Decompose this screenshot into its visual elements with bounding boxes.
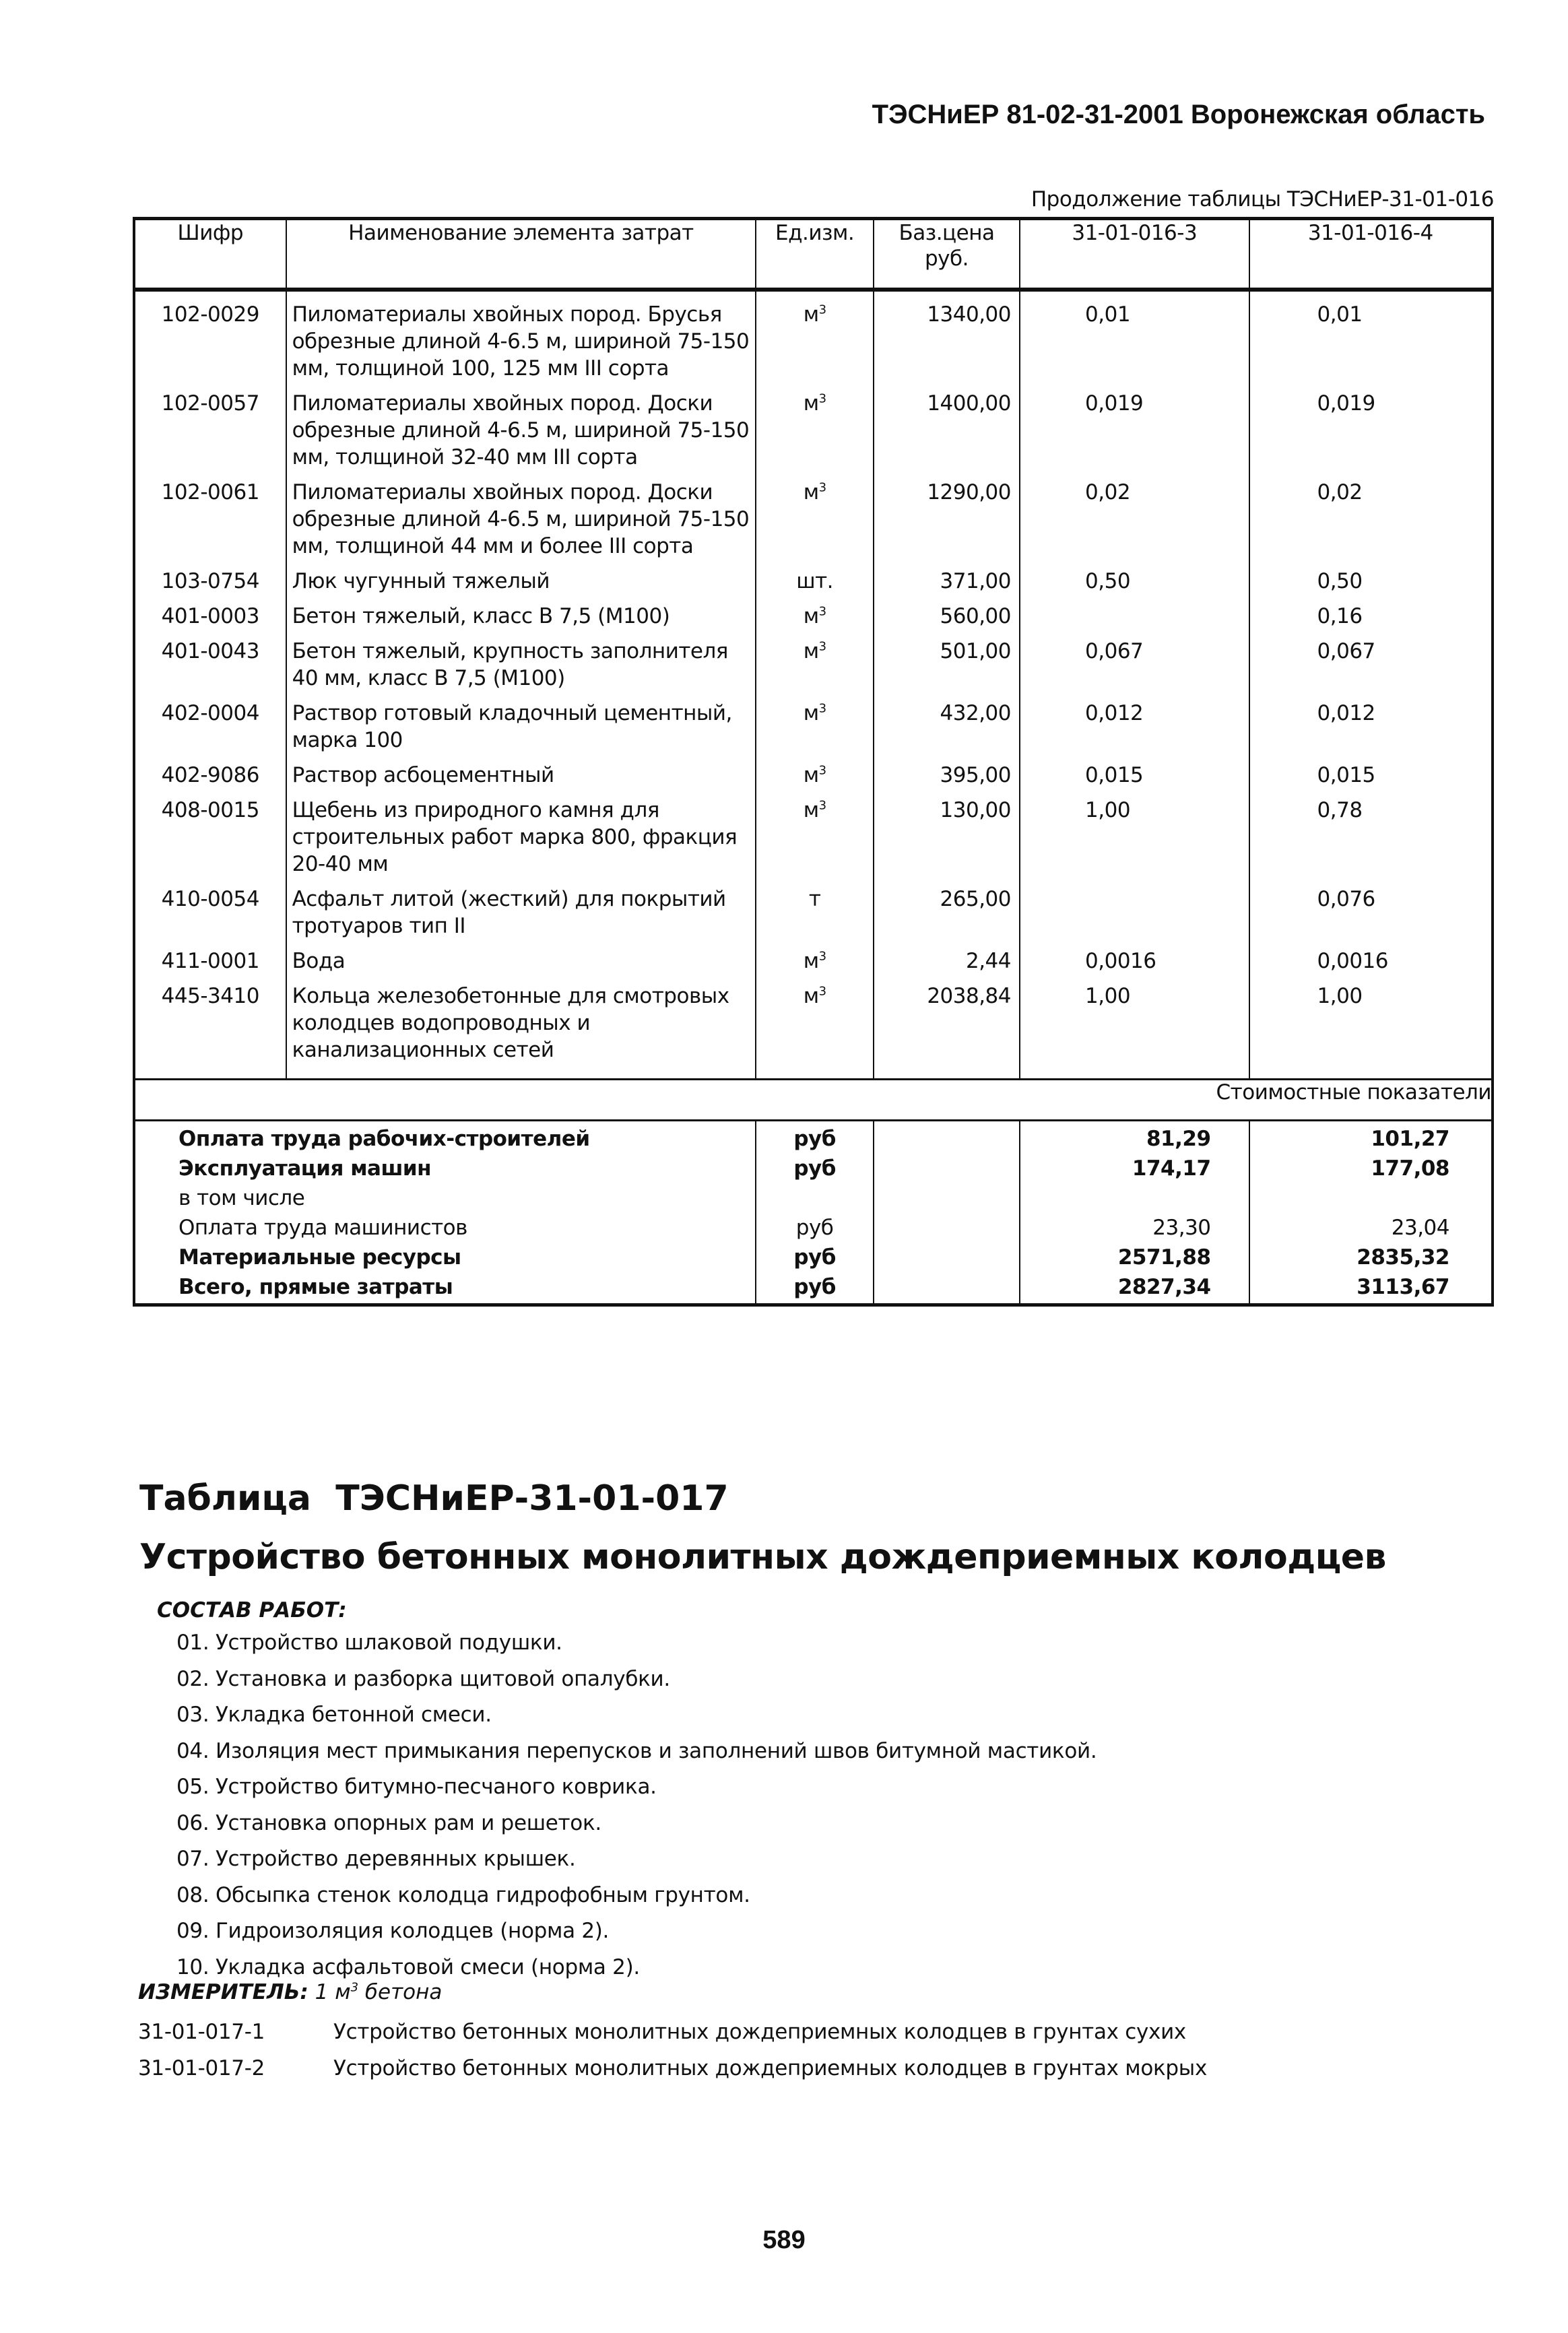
summary-norm-4: 2835,32: [1249, 1243, 1493, 1272]
works-label: СОСТАВ РАБОТ:: [157, 1598, 347, 1622]
cell-norm-4: 0,78: [1249, 789, 1493, 878]
cell-price: 130,00: [874, 789, 1020, 878]
column-header-norm-3: 31-01-016-3: [1020, 219, 1249, 290]
measure-sup: 3: [350, 1980, 359, 1995]
cell-code: 411-0001: [134, 940, 286, 975]
work-item: 05. Устройство битумно-песчаного коврика.: [176, 1775, 657, 1799]
unit-sup: 3: [818, 604, 826, 619]
cell-price: 432,00: [874, 692, 1020, 754]
cell-name: Раствор асбоцементный: [286, 754, 756, 789]
unit-sup: 3: [818, 302, 826, 317]
summary-label: в том числе: [134, 1183, 756, 1213]
cell-unit: [756, 471, 874, 560]
cell-norm-3: 0,01: [1020, 290, 1249, 382]
cell-price: 2,44: [874, 940, 1020, 975]
cell-name: Кольца железобетонные для смотровых колодцев водопроводных и канализационных сетей: [286, 975, 756, 1080]
cell-code: 408-0015: [134, 789, 286, 878]
summary-label: Оплата труда рабочих-строителей: [134, 1121, 756, 1154]
cell-unit: [756, 878, 874, 940]
cell-code: 103-0754: [134, 560, 286, 595]
summary-norm-3: 81,29: [1020, 1121, 1249, 1154]
norm-code: 31-01-017-1: [138, 2020, 265, 2044]
page-number: 589: [762, 2226, 806, 2254]
resources-table: [133, 217, 1494, 1307]
cell-price: 1340,00: [874, 290, 1020, 382]
cell-norm-4: 0,16: [1249, 595, 1493, 630]
work-item: 01. Устройство шлаковой подушки.: [176, 1631, 562, 1655]
unit-sup: 3: [818, 763, 826, 778]
cell-norm-3: 0,012: [1020, 692, 1249, 754]
cell-name: Щебень из природного камня для строительных работ марка 800, фракция 20-40 мм: [286, 789, 756, 878]
table-row: [134, 789, 1493, 878]
cell-name: Асфальт литой (жесткий) для покрытий тротуаров тип II: [286, 878, 756, 940]
unit-sup: 3: [818, 639, 826, 654]
cell-price: 2038,84: [874, 975, 1020, 1080]
unit-text: шт.: [796, 569, 833, 593]
summary-label: Оплата труда машинистов: [134, 1213, 756, 1243]
cell-name: Пиломатериалы хвойных пород. Брусья обрезные длиной 4-6.5 м, шириной 75-150 мм, толщиной 100, 125 мм III сорта: [286, 290, 756, 382]
unit-text: м: [803, 798, 819, 822]
cell-unit: [756, 975, 874, 1080]
table-row: [134, 692, 1493, 754]
cell-name: Раствор готовый кладочный цементный, марка 100: [286, 692, 756, 754]
cell-norm-4: 0,076: [1249, 878, 1493, 940]
measure-label: ИЗМЕРИТЕЛЬ:: [138, 1980, 308, 2004]
table-row: [134, 471, 1493, 560]
table-continuation-label: Продолжение таблицы ТЭСНиЕР-31-01-016: [1031, 187, 1494, 211]
work-item: 10. Укладка асфальтовой смеси (норма 2).: [176, 1954, 640, 1979]
summary-unit: руб: [756, 1213, 874, 1243]
column-header-name: Наименование элемента затрат: [286, 219, 756, 290]
norm-code-row: [138, 2050, 1207, 2086]
cell-unit: [756, 290, 874, 382]
summary-unit: руб: [756, 1243, 874, 1272]
summary-row: [134, 1154, 1493, 1183]
summary-row: [134, 1272, 1493, 1305]
cell-unit: [756, 595, 874, 630]
unit-text: м: [803, 763, 819, 787]
work-item: 08. Обсыпка стенок колодца гидрофобным грунтом.: [176, 1882, 750, 1907]
work-item: 03. Укладка бетонной смеси.: [176, 1703, 492, 1727]
unit-text: м: [803, 391, 819, 416]
cell-price: 501,00: [874, 630, 1020, 692]
cell-norm-3: 1,00: [1020, 789, 1249, 878]
cell-unit: [756, 630, 874, 692]
cell-name: Вода: [286, 940, 756, 975]
cell-price: 265,00: [874, 878, 1020, 940]
summary-row: [134, 1243, 1493, 1272]
summary-row: [134, 1121, 1493, 1154]
cell-price: 395,00: [874, 754, 1020, 789]
summary-row: [134, 1213, 1493, 1243]
summary-norm-3: 23,30: [1020, 1213, 1249, 1243]
cell-norm-3: 0,0016: [1020, 940, 1249, 975]
unit-text: м: [803, 949, 819, 973]
cell-norm-3: 0,015: [1020, 754, 1249, 789]
table-row: [134, 382, 1493, 471]
unit-sup: 3: [818, 798, 826, 813]
measure-value: 1 м: [315, 1980, 351, 2004]
summary-empty: [874, 1183, 1020, 1213]
cell-code: 102-0029: [134, 290, 286, 382]
cell-code: 445-3410: [134, 975, 286, 1080]
cell-norm-3: 0,50: [1020, 560, 1249, 595]
cell-norm-3: 0,02: [1020, 471, 1249, 560]
cell-norm-4: 1,00: [1249, 975, 1493, 1080]
column-header-price: Баз.цена руб.: [874, 219, 1020, 290]
cell-norm-4: 0,019: [1249, 382, 1493, 471]
summary-empty: [874, 1213, 1020, 1243]
summary-unit: руб: [756, 1154, 874, 1183]
summary-norm-3: [1020, 1183, 1249, 1213]
cell-code: 410-0054: [134, 878, 286, 940]
unit-sup: 3: [818, 984, 826, 999]
summary-empty: [874, 1243, 1020, 1272]
norm-description: Устройство бетонных монолитных дождеприемных колодцев в грунтах мокрых: [333, 2056, 1208, 2080]
summary-unit: руб: [756, 1121, 874, 1154]
table-row: [134, 878, 1493, 940]
cell-unit: [756, 754, 874, 789]
document-header-title: ТЭСНиЕР 81-02-31-2001 Воронежская область: [872, 100, 1485, 129]
unit-text: м: [803, 604, 819, 628]
cell-code: 102-0057: [134, 382, 286, 471]
norm-description: Устройство бетонных монолитных дождеприемных колодцев в грунтах сухих: [333, 2020, 1186, 2044]
cell-unit: [756, 789, 874, 878]
work-item: 09. Гидроизоляция колодцев (норма 2).: [176, 1919, 610, 1943]
work-item: 07. Устройство деревянных крышек.: [176, 1847, 576, 1871]
cell-norm-4: 0,067: [1249, 630, 1493, 692]
summary-unit: [756, 1183, 874, 1213]
cell-name: Пиломатериалы хвойных пород. Доски обрезные длиной 4-6.5 м, шириной 75-150 мм, толщиной 32-40 мм III сорта: [286, 382, 756, 471]
column-header-norm-4: 31-01-016-4: [1249, 219, 1493, 290]
cost-indicators-header-row: [134, 1080, 1493, 1121]
summary-norm-3: 174,17: [1020, 1154, 1249, 1183]
cell-norm-4: 0,01: [1249, 290, 1493, 382]
cell-unit: [756, 692, 874, 754]
unit-sup: 3: [818, 391, 826, 406]
cell-name: Люк чугунный тяжелый: [286, 560, 756, 595]
work-item: 02. Установка и разборка щитовой опалубки.: [176, 1666, 670, 1691]
summary-row: [134, 1183, 1493, 1213]
summary-norm-3: 2571,88: [1020, 1243, 1249, 1272]
cell-code: 401-0003: [134, 595, 286, 630]
summary-norm-3: 2827,34: [1020, 1272, 1249, 1305]
summary-empty: [874, 1121, 1020, 1154]
unit-sup: 3: [818, 701, 826, 716]
column-header-unit: Ед.изм.: [756, 219, 874, 290]
summary-label: Эксплуатация машин: [134, 1154, 756, 1183]
norm-code: 31-01-017-2: [138, 2056, 265, 2080]
measure-tail: бетона: [358, 1980, 443, 2004]
table-row: [134, 595, 1493, 630]
cell-unit: [756, 940, 874, 975]
cell-code: 402-0004: [134, 692, 286, 754]
summary-norm-4: 3113,67: [1249, 1272, 1493, 1305]
unit-text: т: [808, 887, 821, 911]
cell-price: 560,00: [874, 595, 1020, 630]
unit-text: м: [803, 984, 819, 1008]
cell-norm-3: 1,00: [1020, 975, 1249, 1080]
unit-sup: 3: [818, 480, 826, 495]
measure-line: [138, 1980, 442, 2004]
cell-norm-4: 0,50: [1249, 560, 1493, 595]
table-row: [134, 940, 1493, 975]
summary-norm-4: [1249, 1183, 1493, 1213]
unit-text: м: [803, 639, 819, 663]
norm-code-row: [138, 2014, 1207, 2050]
cell-norm-4: 0,02: [1249, 471, 1493, 560]
cell-name: Бетон тяжелый, класс В 7,5 (М100): [286, 595, 756, 630]
cell-norm-3: 0,019: [1020, 382, 1249, 471]
table-row: [134, 975, 1493, 1080]
cell-name: Пиломатериалы хвойных пород. Доски обрезные длиной 4-6.5 м, шириной 75-150 мм, толщиной 44 мм и более III сорта: [286, 471, 756, 560]
work-item: 06. Установка опорных рам и решеток.: [176, 1810, 601, 1835]
section-subtitle: Устройство бетонных монолитных дождеприемных колодцев: [139, 1537, 1386, 1577]
table-row: [134, 754, 1493, 789]
works-list: [176, 1625, 1097, 1985]
unit-text: м: [803, 302, 819, 327]
cell-code: 402-9086: [134, 754, 286, 789]
cell-price: 371,00: [874, 560, 1020, 595]
cell-norm-4: 0,0016: [1249, 940, 1493, 975]
work-item: 04. Изоляция мест примыкания перепусков и заполнений швов битумной мастикой.: [176, 1738, 1097, 1763]
cell-price: 1400,00: [874, 382, 1020, 471]
cell-name: Бетон тяжелый, крупность заполнителя 40 мм, класс В 7,5 (М100): [286, 630, 756, 692]
section-table-title: Таблица ТЭСНиЕР-31-01-017: [139, 1478, 729, 1519]
cell-price: 1290,00: [874, 471, 1020, 560]
cell-norm-4: 0,012: [1249, 692, 1493, 754]
summary-empty: [874, 1154, 1020, 1183]
norm-codes-list: [138, 2014, 1207, 2086]
cell-norm-3: 0,067: [1020, 630, 1249, 692]
unit-sup: 3: [818, 949, 826, 964]
summary-label: Всего, прямые затраты: [134, 1272, 756, 1305]
summary-norm-4: 23,04: [1249, 1213, 1493, 1243]
cell-code: 102-0061: [134, 471, 286, 560]
summary-unit: руб: [756, 1272, 874, 1305]
summary-empty: [874, 1272, 1020, 1305]
cell-norm-3: [1020, 595, 1249, 630]
unit-text: м: [803, 701, 819, 725]
cell-unit: [756, 560, 874, 595]
cell-code: 401-0043: [134, 630, 286, 692]
cell-norm-3: [1020, 878, 1249, 940]
table-header-row: [134, 219, 1493, 290]
cost-indicators-label: Стоимостные показатели: [134, 1080, 1493, 1121]
cell-norm-4: 0,015: [1249, 754, 1493, 789]
cell-unit: [756, 382, 874, 471]
unit-text: м: [803, 480, 819, 504]
table-row: [134, 560, 1493, 595]
table-row: [134, 630, 1493, 692]
summary-label: Материальные ресурсы: [134, 1243, 756, 1272]
summary-norm-4: 101,27: [1249, 1121, 1493, 1154]
column-header-code: Шифр: [134, 219, 286, 290]
table-row: [134, 290, 1493, 382]
summary-norm-4: 177,08: [1249, 1154, 1493, 1183]
